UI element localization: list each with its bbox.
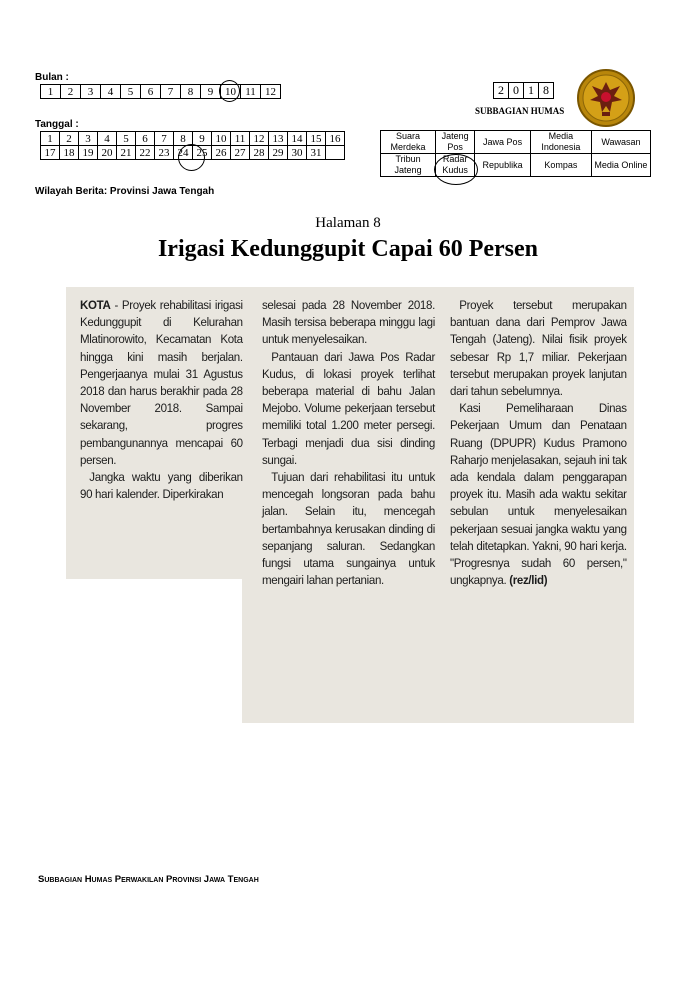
article-title: Irigasi Kedunggupit Capai 60 Persen (157, 236, 539, 262)
bulan-cell-2: 2 (61, 85, 81, 99)
tanggal-cell-26: 26 (212, 146, 231, 160)
paper-suara-merdeka: Suara Merdeka (381, 131, 436, 154)
tanggal-cell-31: 31 (307, 146, 326, 160)
paper-media-indonesia: Media Indonesia (530, 131, 591, 154)
bulan-selected-circle (219, 80, 240, 102)
year-digit-8: 8 (539, 83, 554, 99)
bulan-cell-3: 3 (81, 85, 101, 99)
col3-paragraph-1: Proyek tersebut merupakan bantuan dana dari Pemprov Jawa Tengah (Jateng). Nilai fisik proyek sebesar Rp 1,7 miliar. Pekerjaan tersebut merupakan proyek lanjutan dari tahun sebelumnya. (450, 298, 627, 399)
tanggal-cell-7: 7 (155, 132, 174, 146)
signoff: (rez/lid) (509, 573, 548, 588)
tanggal-cell-30: 30 (288, 146, 307, 160)
year-digit-1: 1 (524, 83, 539, 99)
tanggal-cell-empty (326, 146, 345, 160)
footer-text: Subbagian Humas Perwakilan Provinsi Jawa Tengah (38, 874, 259, 885)
paper-radar-kudus: Radar Kudus (436, 154, 475, 177)
tanggal-cell-6: 6 (136, 132, 155, 146)
bulan-cell-8: 8 (181, 85, 201, 99)
bulan-cell-5: 5 (121, 85, 141, 99)
bulan-grid (40, 84, 281, 99)
bulan-cell-7: 7 (161, 85, 181, 99)
tanggal-cell-22: 22 (136, 146, 155, 160)
tanggal-cell-21: 21 (117, 146, 136, 160)
bulan-cell-4: 4 (101, 85, 121, 99)
col1-paragraph-2: Jangka waktu yang diberikan 90 hari kalender. Diperkirakan (80, 470, 243, 502)
tanggal-cell-13: 13 (269, 132, 288, 146)
newspaper-grid (380, 130, 651, 177)
col2-paragraph-2: Pantauan dari Jawa Pos Radar Kudus, di lokasi proyek terlihat beberapa material di bahu Jalan Mejobo. Volume pekerjaan tersebut memiliki total 1.200 meter persegi. Terbagi menjadi dua sisi dinding sungai. (262, 349, 435, 467)
tanggal-cell-14: 14 (288, 132, 307, 146)
year-digit-2: 2 (494, 83, 509, 99)
tanggal-cell-25: 25 (193, 146, 212, 160)
wilayah-berita: Wilayah Berita: Provinsi Jawa Tengah (35, 186, 215, 197)
year-grid (493, 82, 554, 99)
tanggal-cell-20: 20 (98, 146, 117, 160)
dateline: KOTA (80, 298, 111, 312)
paper-wawasan: Wawasan (591, 131, 650, 154)
col3-paragraph-2: Kasi Pemeliharaan Dinas Pekerjaan Umum dan Penataan Ruang (DPUPR) Kudus Pramono Raharjo menjelasakan, sejauh ini tak ada kendala dalam penggarapan proyek itu. Masih ada waktu sekitar sebulan untuk menyelesaikan pekerjaan sesuai jangka waktu yang telah ditetapkan. Yakni, 90 hari kerja. "Progresnya sudah 60 persen," ungkapnya. (450, 401, 627, 588)
paper-republika: Republika (475, 154, 531, 177)
tanggal-cell-9: 9 (193, 132, 212, 146)
article-column-2 (262, 297, 435, 589)
tanggal-cell-15: 15 (307, 132, 326, 146)
bulan-cell-10: 10 (221, 85, 241, 99)
paper-media-online: Media Online (591, 154, 650, 177)
col2-paragraph-3: Tujuan dari rehabilitasi itu untuk mencegah longsoran pada bahu jalan. Selain itu, mencegah bertambahnya kerusakan dinding di sepanjang saluran. Sedangkan fungsi utama sungainya untuk mengairi lahan pertanian. (262, 470, 435, 588)
tanggal-cell-19: 19 (79, 146, 98, 160)
bulan-cell-6: 6 (141, 85, 161, 99)
tanggal-cell-3: 3 (79, 132, 98, 146)
paper-kompas: Kompas (530, 154, 591, 177)
tanggal-cell-8: 8 (174, 132, 193, 146)
col2-paragraph-1: selesai pada 28 November 2018. Masih tersisa beberapa minggu lagi untuk menyelesaikan. (262, 298, 435, 347)
tanggal-cell-18: 18 (60, 146, 79, 160)
tanggal-cell-16: 16 (326, 132, 345, 146)
bulan-cell-9: 9 (201, 85, 221, 99)
tanggal-label: Tanggal : (35, 119, 79, 130)
bulan-cell-11: 11 (241, 85, 261, 99)
bulan-cell-12: 12 (261, 85, 281, 99)
tanggal-cell-2: 2 (60, 132, 79, 146)
tanggal-cell-10: 10 (212, 132, 231, 146)
tanggal-cell-17: 17 (41, 146, 60, 160)
paper-jawa-pos: Jawa Pos (475, 131, 531, 154)
garuda-emblem-icon (576, 68, 636, 128)
tanggal-cell-1: 1 (41, 132, 60, 146)
tanggal-cell-23: 23 (155, 146, 174, 160)
tanggal-cell-29: 29 (269, 146, 288, 160)
subbagian-humas: SUBBAGIAN HUMAS (475, 106, 565, 116)
year-digit-0: 0 (509, 83, 524, 99)
bulan-cell-1: 1 (41, 85, 61, 99)
tanggal-cell-5: 5 (117, 132, 136, 146)
tanggal-selected-circle (178, 144, 205, 171)
paper-jateng-pos: Jateng Pos (436, 131, 475, 154)
article-column-1 (80, 297, 243, 503)
tanggal-cell-11: 11 (231, 132, 250, 146)
col1-paragraph-1: - Proyek rehabilitasi irigasi Kedunggupit di Kelurahan Mlatinorowito, Kecamatan Kota hingga kini masih berjalan. Pengerjaanya mulai 31 Agustus 2018 dan harus berakhir pada 28 November 2018. Sampai sekarang, progres pembangunannya mencapai 60 persen. (80, 298, 243, 467)
tanggal-cell-24: 24 (174, 146, 193, 160)
article-column-3 (450, 297, 627, 589)
page-number: Halaman 8 (315, 215, 381, 231)
tanggal-cell-28: 28 (250, 146, 269, 160)
tanggal-cell-4: 4 (98, 132, 117, 146)
tanggal-cell-27: 27 (231, 146, 250, 160)
tanggal-cell-12: 12 (250, 132, 269, 146)
bulan-label: Bulan : (35, 72, 69, 83)
paper-selected-circle (434, 154, 478, 185)
paper-tribun-jateng: Tribun Jateng (381, 154, 436, 177)
